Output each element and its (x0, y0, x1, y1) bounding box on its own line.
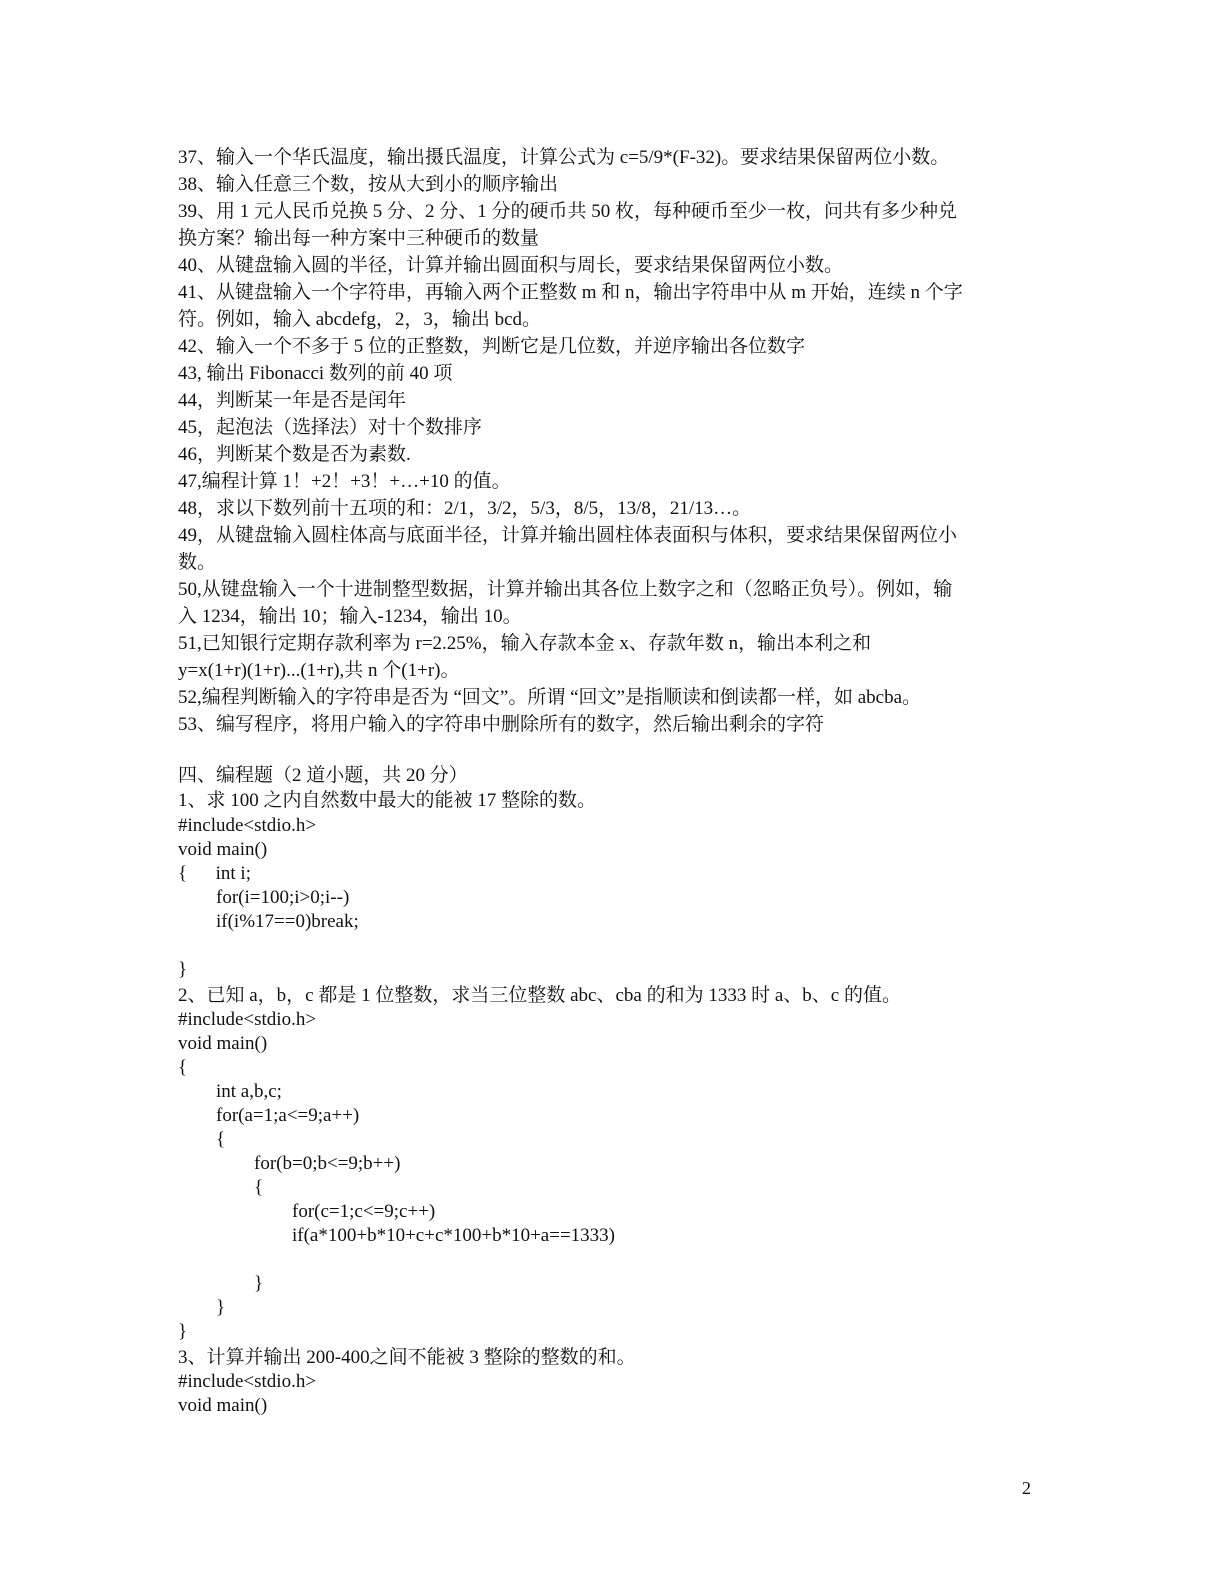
code-line: { int i; (178, 863, 251, 884)
code-line: } (178, 1297, 226, 1318)
code-line: } (178, 1321, 188, 1342)
code-line: #include<stdio.h> (178, 1009, 317, 1030)
question-line: 50,从键盘输入一个十进制整型数据，计算并输出其各位上数字之和（忽略正负号）。例如，输 (178, 579, 953, 600)
question-line: 入 1234，输出 10；输入-1234，输出 10。 (178, 606, 522, 627)
code-line: { (178, 1057, 188, 1078)
program-title: 2、已知 a，b，c 都是 1 位整数，求当三位整数 abc、cba 的和为 1333 时 a、b、c 的值。 (178, 985, 901, 1006)
question-line: 换方案？输出每一种方案中三种硬币的数量 (178, 228, 540, 249)
code-line: if(i%17==0)break; (178, 911, 359, 932)
question-line: 41、从键盘输入一个字符串，再输入两个正整数 m 和 n，输出字符串中从 m 开始，连续 n 个字 (178, 282, 963, 303)
code-line: { (178, 1177, 264, 1198)
code-line: for(i=100;i>0;i--) (178, 887, 350, 908)
code-line: for(c=1;c<=9;c++) (178, 1201, 436, 1222)
code-line: void main() (178, 1395, 268, 1416)
section-heading: 四、编程题（2 道小题，共 20 分） (178, 765, 468, 786)
page-number: 2 (1022, 1478, 1031, 1498)
code-line: } (178, 959, 188, 980)
question-line: 39、用 1 元人民币兑换 5 分、2 分、1 分的硬币共 50 枚，每种硬币至少一枚，问共有多少种兑 (178, 201, 958, 222)
code-line: } (178, 1273, 264, 1294)
question-line: 51,已知银行定期存款利率为 r=2.25%，输入存款本金 x、存款年数 n，输出本利之和 (178, 633, 872, 654)
question-line: 45，起泡法（选择法）对十个数排序 (178, 417, 483, 438)
code-line: void main() (178, 839, 268, 860)
question-line: 44，判断某一年是否是闰年 (178, 390, 407, 411)
question-line: 49，从键盘输入圆柱体高与底面半径，计算并输出圆柱体表面积与体积，要求结果保留两位小 (178, 525, 958, 546)
question-line: 40、从键盘输入圆的半径，计算并输出圆面积与周长，要求结果保留两位小数。 (178, 255, 844, 276)
question-line: 48，求以下数列前十五项的和：2/1，3/2，5/3，8/5，13/8，21/13…。 (178, 498, 752, 519)
code-line: for(a=1;a<=9;a++) (178, 1105, 360, 1126)
code-line: #include<stdio.h> (178, 1371, 317, 1392)
question-line: 43, 输出 Fibonacci 数列的前 40 项 (178, 363, 453, 384)
code-line: if(a*100+b*10+c+c*100+b*10+a==1333) (178, 1225, 615, 1246)
code-line: { (178, 1129, 226, 1150)
question-line: 符。例如，输入 abcdefg，2，3，输出 bcd。 (178, 309, 542, 330)
program-title: 3、计算并输出 200-400之间不能被 3 整除的整数的和。 (178, 1347, 636, 1368)
question-line: 47,编程计算 1！+2！+3！+…+10 的值。 (178, 471, 511, 492)
question-line: 52,编程判断输入的字符串是否为 “回文”。所谓 “回文”是指顺读和倒读都一样，如 abcba。 (178, 687, 922, 708)
question-line: 38、输入任意三个数，按从大到小的顺序输出 (178, 174, 559, 195)
question-line: 46，判断某个数是否为素数. (178, 444, 411, 465)
code-line: for(b=0;b<=9;b++) (178, 1153, 401, 1174)
question-line: 53、编写程序，将用户输入的字符串中删除所有的数字，然后输出剩余的字符 (178, 714, 825, 735)
question-line: 37、输入一个华氏温度，输出摄氏温度，计算公式为 c=5/9*(F-32)。要求结果保留两位小数。 (178, 147, 950, 168)
code-line: void main() (178, 1033, 268, 1054)
code-line: int a,b,c; (178, 1081, 282, 1102)
question-line: y=x(1+r)(1+r)...(1+r),共 n 个(1+r)。 (178, 660, 460, 681)
question-line: 数。 (178, 552, 217, 573)
code-line: #include<stdio.h> (178, 815, 317, 836)
program-title: 1、求 100 之内自然数中最大的能被 17 整除的数。 (178, 790, 597, 811)
question-line: 42、输入一个不多于 5 位的正整数，判断它是几位数，并逆序输出各位数字 (178, 336, 806, 357)
